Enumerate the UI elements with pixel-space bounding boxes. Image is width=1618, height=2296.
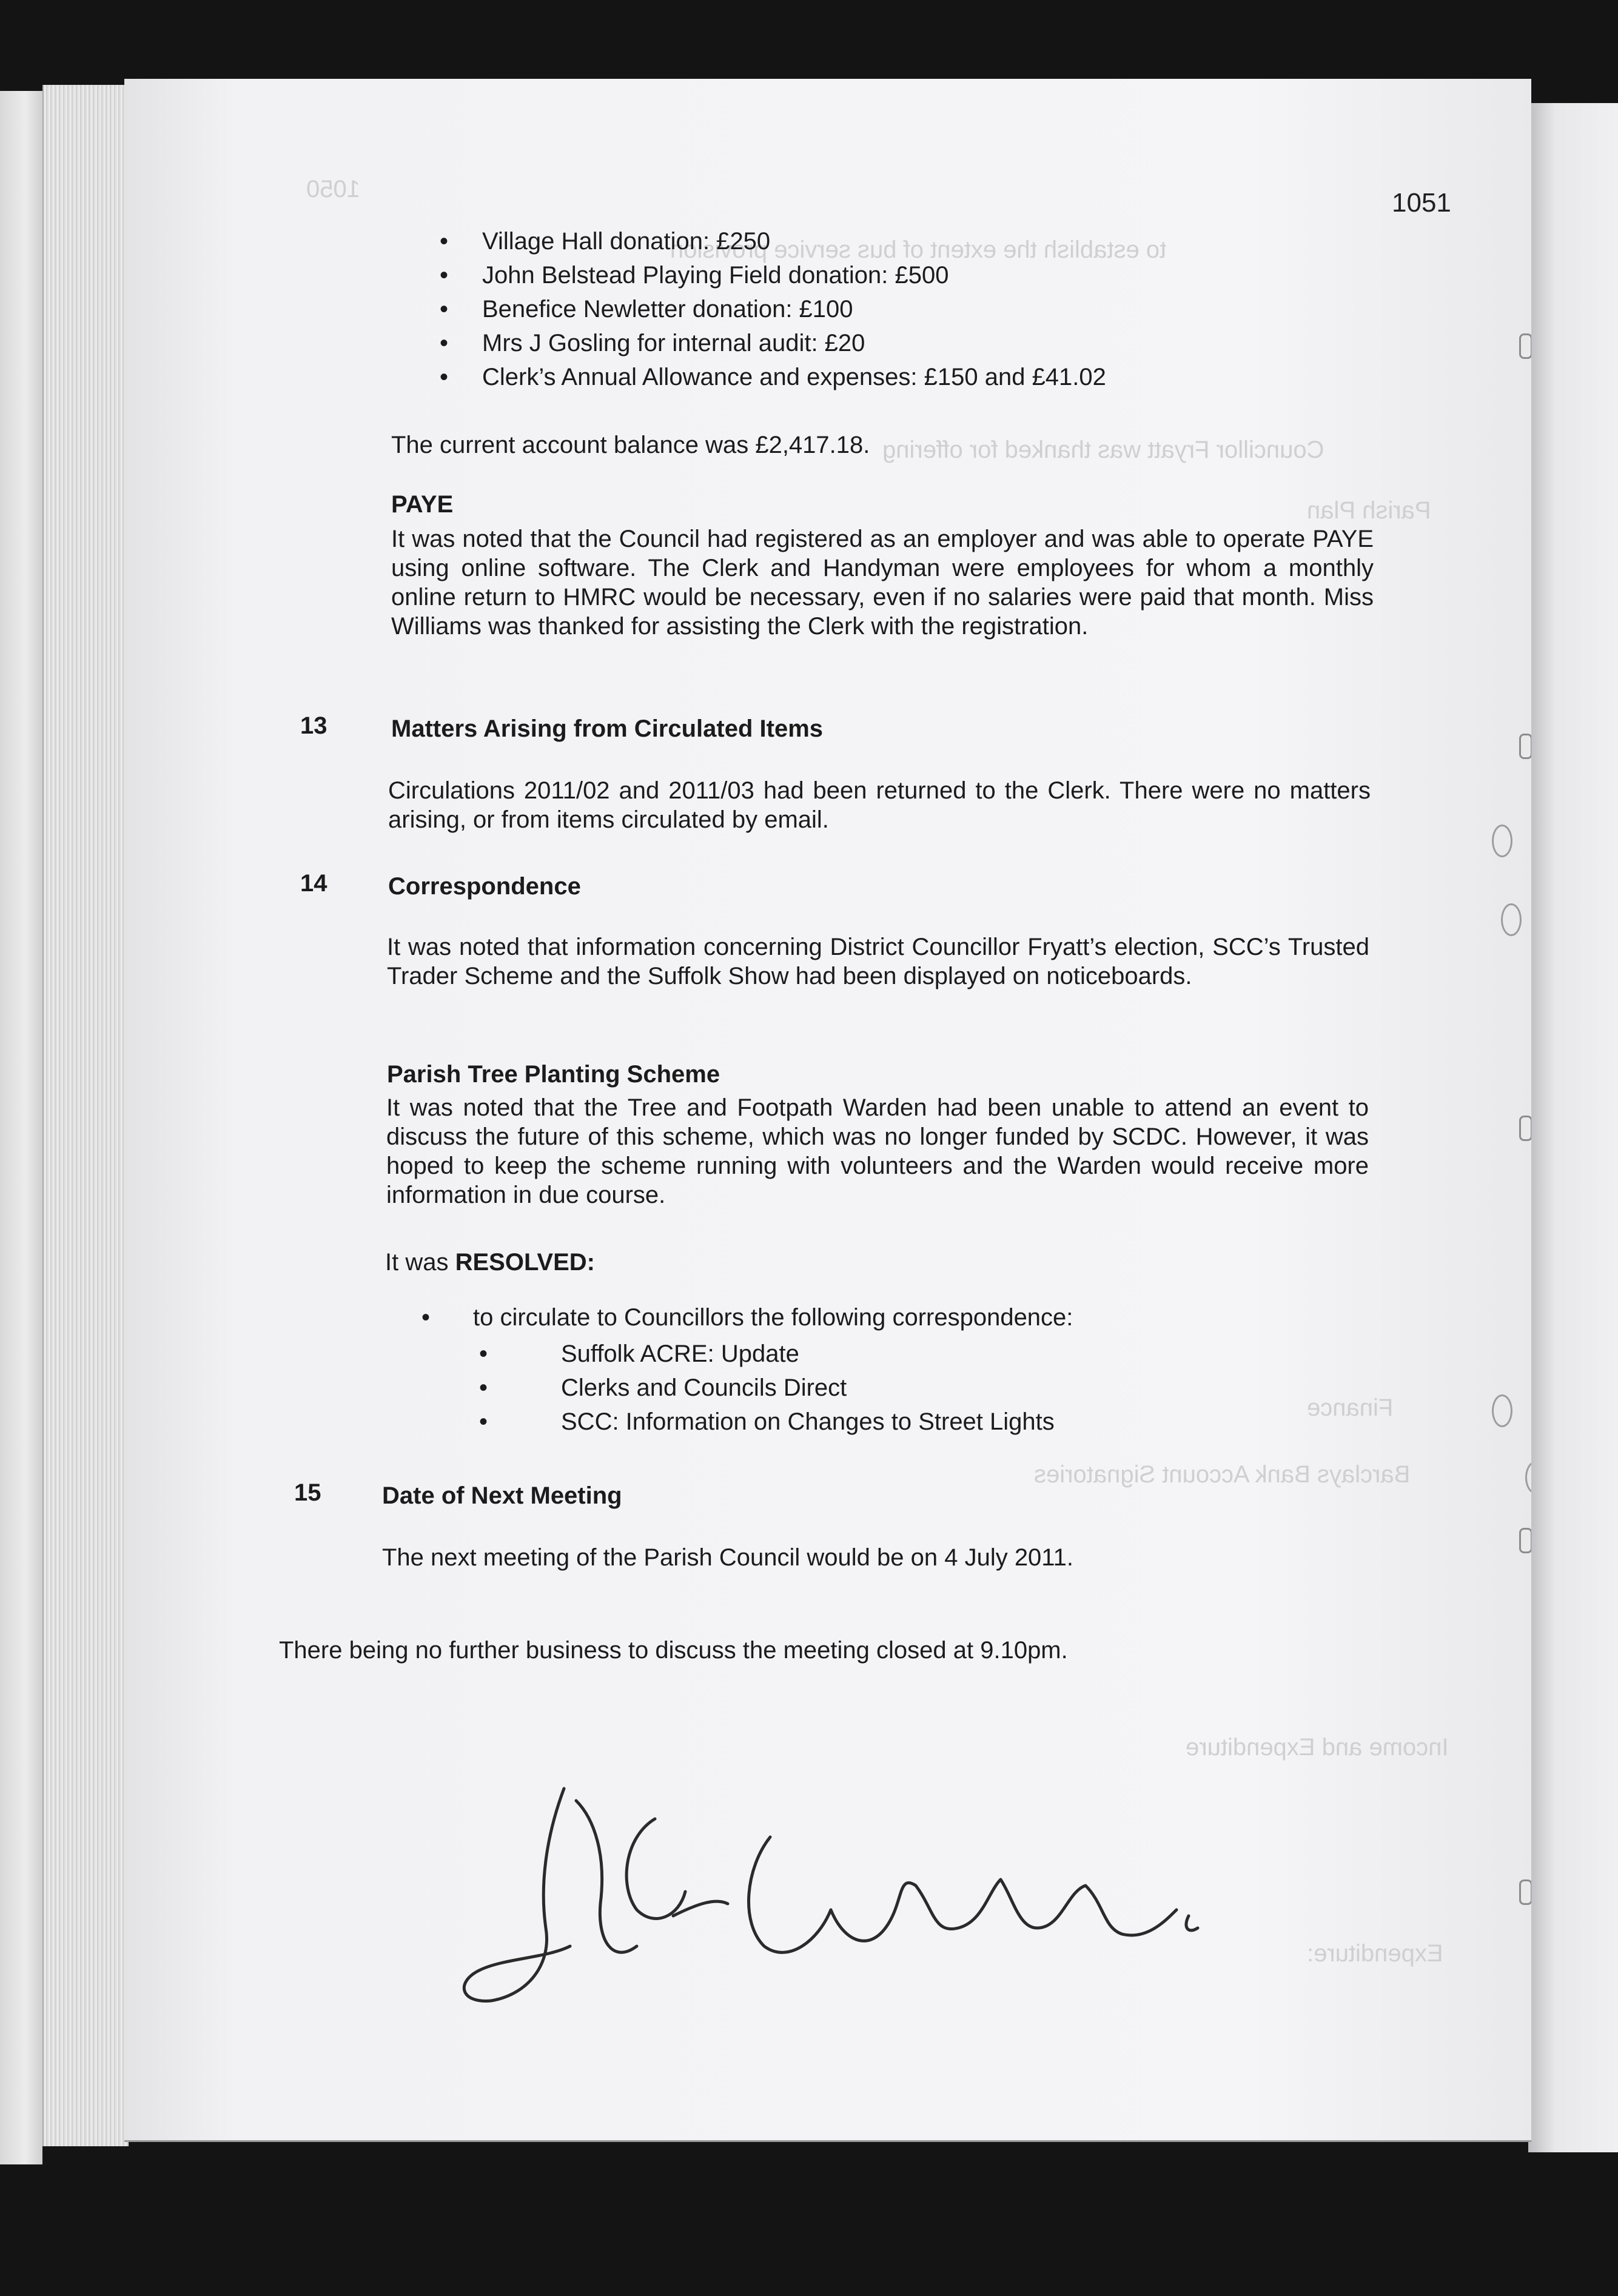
binder-hole xyxy=(1519,1528,1531,1553)
resolution-list xyxy=(421,1300,1392,1334)
binder-hole xyxy=(1519,333,1531,359)
list-item: • Clerks and Councils Direct xyxy=(479,1371,1389,1405)
closing-statement: There being no further business to discuss the meeting closed at 9.10pm. xyxy=(279,1637,1068,1664)
list-item: • Benefice Newletter donation: £100 xyxy=(440,292,1289,326)
show-through-line: Finance xyxy=(1307,1394,1394,1421)
show-through-line: Income and Expenditure xyxy=(1186,1734,1449,1761)
book-left-edge xyxy=(0,91,42,2164)
list-item: • Clerk’s Annual Allowance and expenses: £150 and £41.02 xyxy=(440,360,1289,394)
binder-hole xyxy=(1525,1461,1531,1494)
binder-hole xyxy=(1519,734,1531,759)
finance-items-list xyxy=(440,224,1289,394)
item-heading: Matters Arising from Circulated Items xyxy=(391,715,824,742)
show-through-line: to establish the extent of bus service provision xyxy=(670,236,1167,263)
list-item: • Mrs J Gosling for internal audit: £20 xyxy=(440,326,1289,360)
item-heading: Date of Next Meeting xyxy=(382,1482,622,1509)
resolved-prefix: It was xyxy=(385,1249,455,1276)
correspondence-list xyxy=(479,1337,1389,1439)
list-item: • Village Hall donation: £250 xyxy=(440,224,1289,258)
page-number: 1051 xyxy=(1392,188,1451,218)
show-through-line: Expenditure: xyxy=(1307,1940,1443,1967)
item-heading: Correspondence xyxy=(388,873,581,900)
binder-hole xyxy=(1492,825,1512,857)
tree-scheme-paragraph: It was noted that the Tree and Footpath Warden had been unable to attend an event to discuss the future of this scheme, which was no longer funded by SCDC. However, it was hoped to keep the scheme running with volunteers and the Warden would receive more information in due course. xyxy=(386,1094,1369,1208)
show-through-page-number: 1050 xyxy=(306,176,360,202)
show-through-line: Parish Plan xyxy=(1307,497,1431,524)
binder-hole xyxy=(1501,903,1522,936)
binder-hole xyxy=(1492,1394,1512,1427)
book-page-stack xyxy=(42,85,129,2146)
list-item: • John Belstead Playing Field donation: £500 xyxy=(440,258,1289,292)
item-number: 14 xyxy=(300,870,327,897)
list-item: • to circulate to Councillors the following correspondence: xyxy=(421,1300,1392,1334)
handwritten-signature xyxy=(455,1764,1274,2019)
binder-hole xyxy=(1519,1116,1531,1141)
paye-heading: PAYE xyxy=(391,491,454,518)
show-through-line: Barclays Bank Account Signatories xyxy=(1034,1461,1411,1488)
resolved-keyword: RESOLVED: xyxy=(455,1249,595,1276)
item-number: 13 xyxy=(300,712,327,739)
item-paragraph: Circulations 2011/02 and 2011/03 had been returned to the Clerk. There were no matters arising, or from items circulated by email. xyxy=(388,777,1371,833)
subheading: Parish Tree Planting Scheme xyxy=(387,1061,720,1088)
list-item: • Suffolk ACRE: Update xyxy=(479,1337,1389,1371)
item-paragraph: It was noted that information concerning District Councillor Fryatt’s election, SCC’s Trusted Trader Scheme and the Suffolk Show had been displayed on noticeboards. xyxy=(387,934,1369,989)
account-balance: The current account balance was £2,417.18. xyxy=(391,432,870,458)
list-item: • SCC: Information on Changes to Street Lights xyxy=(479,1405,1389,1439)
resolved-statement xyxy=(385,1248,595,1277)
binder-hole xyxy=(1519,1879,1531,1905)
item-number: 15 xyxy=(294,1479,321,1506)
item-paragraph: The next meeting of the Parish Council would be on 4 July 2011. xyxy=(382,1544,1073,1571)
show-through-line: Councillor Fryatt was thanked for offering xyxy=(882,437,1324,463)
paye-paragraph: It was noted that the Council had registered as an employer and was able to operate PAYE using online software. The Clerk and Handyman were employees for whom a monthly online return to HMRC would be necessary, even if no salaries were paid that month. Miss Williams was thanked for assisting the Clerk with the registration. xyxy=(391,526,1374,640)
facing-page-edge xyxy=(1528,103,1618,2152)
